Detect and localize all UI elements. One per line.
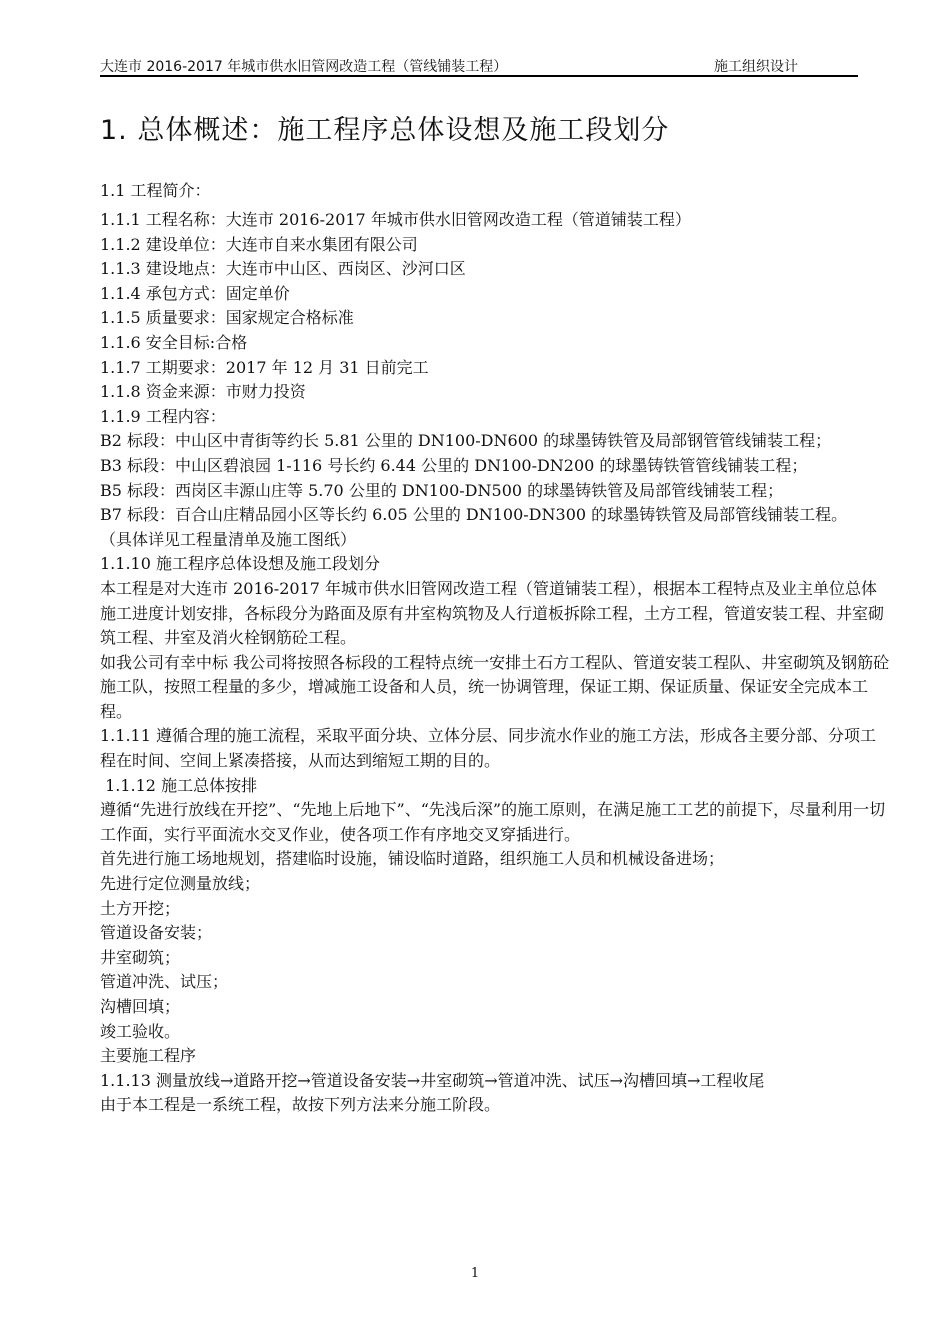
step-survey: 先进行定位测量放线； [100,874,261,894]
page-number: 1 [470,1266,480,1281]
line-b2: B2 标段：中山区中青街等约长 5.81 公里的 DN100-DN600 的球墨铸铁管及局部钢管管线铺装工程； [100,431,832,451]
chapter-title: 1. 总体概述：施工程序总体设想及施工段划分 [100,115,670,146]
line-1-1-13: 1.1.13 测量放线→道路开挖→管道设备安装→井室砌筑→管道冲洗、试压→沟槽回填→工程收尾 [100,1070,765,1090]
line-schedule: 1.1.7 工期要求：2017 年 12 月 31 日前完工 [100,357,429,377]
section-heading: 1.1 工程简介： [100,181,211,200]
step-excavation: 土方开挖； [100,898,181,918]
line-stage-division: 由于本工程是一系统工程，故按下列方法来分施工阶段。 [100,1095,501,1115]
line-1-1-10: 1.1.10 施工程序总体设想及施工段划分 [100,554,380,574]
line-location: 1.1.3 建设地点：大连市中山区、西岗区、沙河口区 [100,259,466,279]
line-quality: 1.1.5 质量要求：国家规定合格标准 [100,308,354,328]
step-backfill: 沟槽回填； [100,997,181,1016]
header-rule [100,75,858,77]
step-flush-test: 管道冲洗、试压； [100,972,229,992]
line-project-name: 1.1.1 工程名称：大连市 2016-2017 年城市供水旧管网改造工程（管道铺装工程） [100,210,691,229]
line-contract-type: 1.1.4 承包方式：固定单价 [100,283,290,303]
line-b3: B3 标段：中山区碧浪园 1-116 号长约 6.44 公里的 DN100-DN200 的球墨铸铁管管线铺装工程； [100,455,808,475]
paragraph-bid: 如我公司有幸中标 我公司将按照各标段的工程特点统一安排土石方工程队、管道安装工程队、井室砌筑及钢筋砼施工队，按照工程量的多少，增减施工设备和人员，统一协调管理，保证工期、保证质量、保证安全完成本工程。 [100,652,890,721]
paragraph-overview: 本工程是对大连市 2016-2017 年城市供水旧管网改造工程（管道铺装工程），根据本工程特点及业主单位总体施工进度计划安排，各标段分为路面及原有井室构筑物及人行道板拆除工程，土方工程，管道安装工程、井室砌筑工程、井室及消火栓钢筋砼工程。 [100,578,885,648]
line-b7: B7 标段：百合山庄精品园小区等长约 6.05 公里的 DN100-DN300 的球墨铸铁管及局部管线铺装工程。 [100,505,848,525]
step-acceptance: 竣工验收。 [100,1021,181,1041]
header-section-name: 施工组织设计 [714,59,798,75]
line-b5: B5 标段：西岗区丰源山庄等 5.70 公里的 DN100-DN500 的球墨铸铁管及局部管线铺装工程； [100,480,784,500]
line-main-procedure: 主要施工程序 [100,1046,197,1066]
line-scope: 1.1.9 工程内容： [100,406,226,426]
line-owner: 1.1.2 建设单位：大连市自来水集团有限公司 [100,234,418,254]
step-site-planning: 首先进行施工场地规划，搭建临时设施，铺设临时道路，组织施工人员和机械设备进场； [100,849,725,869]
line-funding: 1.1.8 资金来源：市财力投资 [100,382,306,402]
step-chamber: 井室砌筑； [100,947,181,967]
page-header [100,56,858,76]
step-pipe-install: 管道设备安装； [100,923,213,943]
line-1-1-12: 1.1.12 施工总体按排 [100,775,258,795]
paragraph-1-1-11: 1.1.11 遵循合理的施工流程，采取平面分块、立体分层、同步流水作业的施工方法，形成各主要分部、分项工程在时间、空间上紧凑搭接，从而达到缩短工期的目的。 [100,726,876,771]
line-safety: 1.1.6 安全目标:合格 [100,332,248,352]
paragraph-principles: 遵循“先进行放线在开挖”、“先地上后地下”、“先浅后深”的施工原则，在满足施工工艺的前提下，尽量利用一切工作面，实行平面流水交叉作业，使各项工作有序地交叉穿插进行。 [100,800,886,844]
line-note: （具体详见工程量清单及施工图纸） [100,529,357,549]
header-document-title: 大连市 2016-2017 年城市供水旧管网改造工程（管线铺装工程） [100,59,508,75]
body-text [100,208,890,1118]
